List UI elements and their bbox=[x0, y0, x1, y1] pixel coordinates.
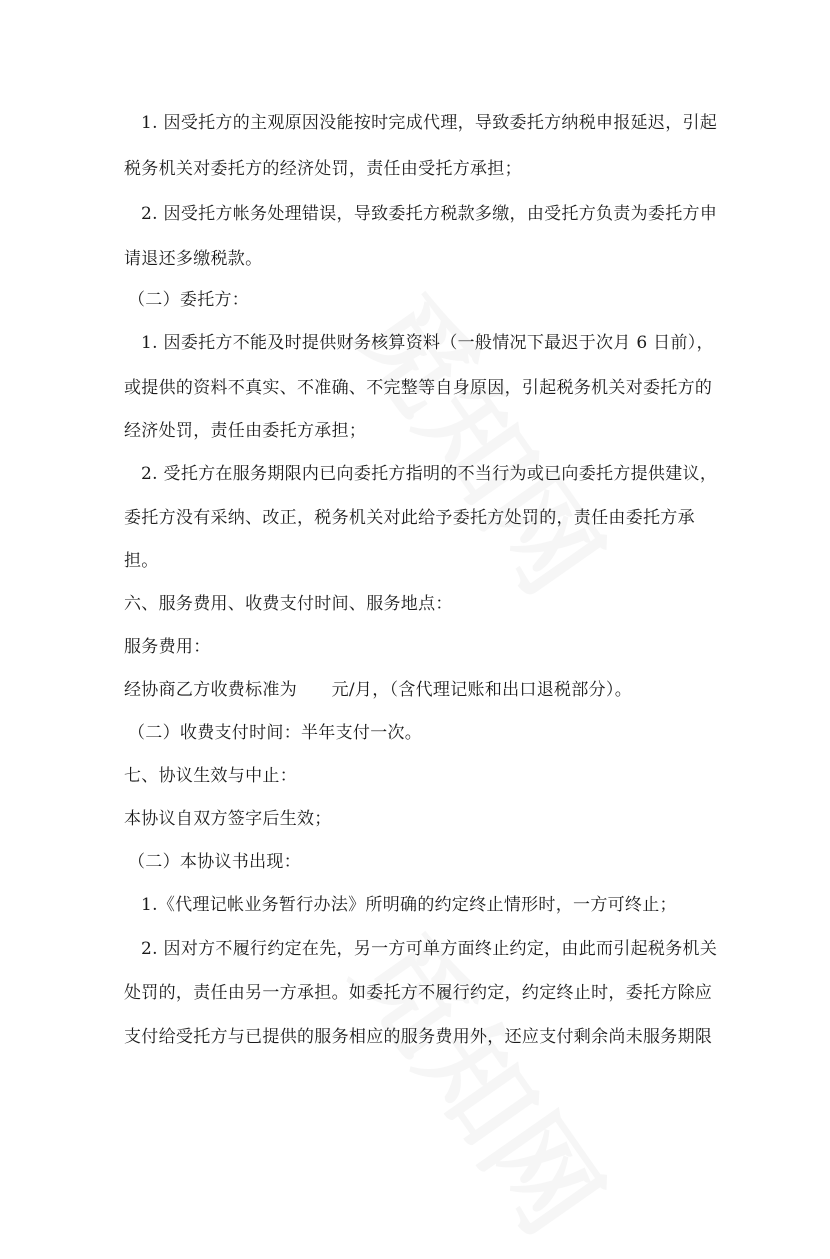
paragraph-line: 担。 bbox=[124, 551, 159, 571]
paragraph-line: 2. 因对方不履行约定在先，另一方可单方面终止约定，由此而引起税务机关 bbox=[141, 939, 718, 959]
paragraph-line: 税务机关对委托方的经济处罚，责任由受托方承担； bbox=[124, 159, 522, 179]
paragraph-line: 经协商乙方收费标准为 元/月，（含代理记账和出口退税部分）。 bbox=[124, 680, 633, 700]
paragraph-line: 2. 受托方在服务期限内已向委托方指明的不当行为或已向委托方提供建议， bbox=[141, 464, 718, 484]
paragraph-line: 经济处罚，责任由委托方承担； bbox=[124, 421, 367, 441]
paragraph-line: 或提供的资料不真实、不准确、不完整等自身原因，引起税务机关对委托方的 bbox=[124, 378, 713, 398]
paragraph-line: 本协议自双方签字后生效； bbox=[124, 809, 332, 829]
paragraph-line: （二）本协议书出现： bbox=[128, 852, 301, 872]
paragraph-line: 1.《代理记帐业务暂行办法》所明确的约定终止情形时，一方可终止； bbox=[141, 895, 677, 915]
section-heading: 六、服务费用、收费支付时间、服务地点： bbox=[124, 594, 453, 614]
paragraph-line: 1. 因委托方不能及时提供财务核算资料（一般情况下最迟于次月 6 日前）， bbox=[141, 333, 714, 353]
paragraph-line: 2. 因受托方帐务处理错误，导致委托方税款多缴，由受托方负责为委托方申 bbox=[141, 204, 718, 224]
paragraph-line: 服务费用： bbox=[124, 637, 211, 657]
paragraph-line: 处罚的，责任由另一方承担。如委托方不履行约定，约定终止时，委托方除应 bbox=[124, 983, 713, 1003]
paragraph-line: 委托方没有采纳、改正，税务机关对此给予委托方处罚的，责任由委托方承 bbox=[124, 508, 695, 528]
paragraph-line: 支付给受托方与已提供的服务相应的服务费用外，还应支付剩余尚未服务期限 bbox=[124, 1027, 713, 1047]
paragraph-line: （二）收费支付时间：半年支付一次。 bbox=[128, 723, 423, 743]
paragraph-line: 1. 因受托方的主观原因没能按时完成代理，导致委托方纳税申报延迟，引起 bbox=[141, 113, 718, 133]
paragraph-line: 请退还多缴税款。 bbox=[124, 249, 263, 269]
watermark bbox=[326, 259, 645, 620]
section-heading: （二）委托方： bbox=[128, 290, 250, 310]
section-heading: 七、协议生效与中止： bbox=[124, 766, 297, 786]
